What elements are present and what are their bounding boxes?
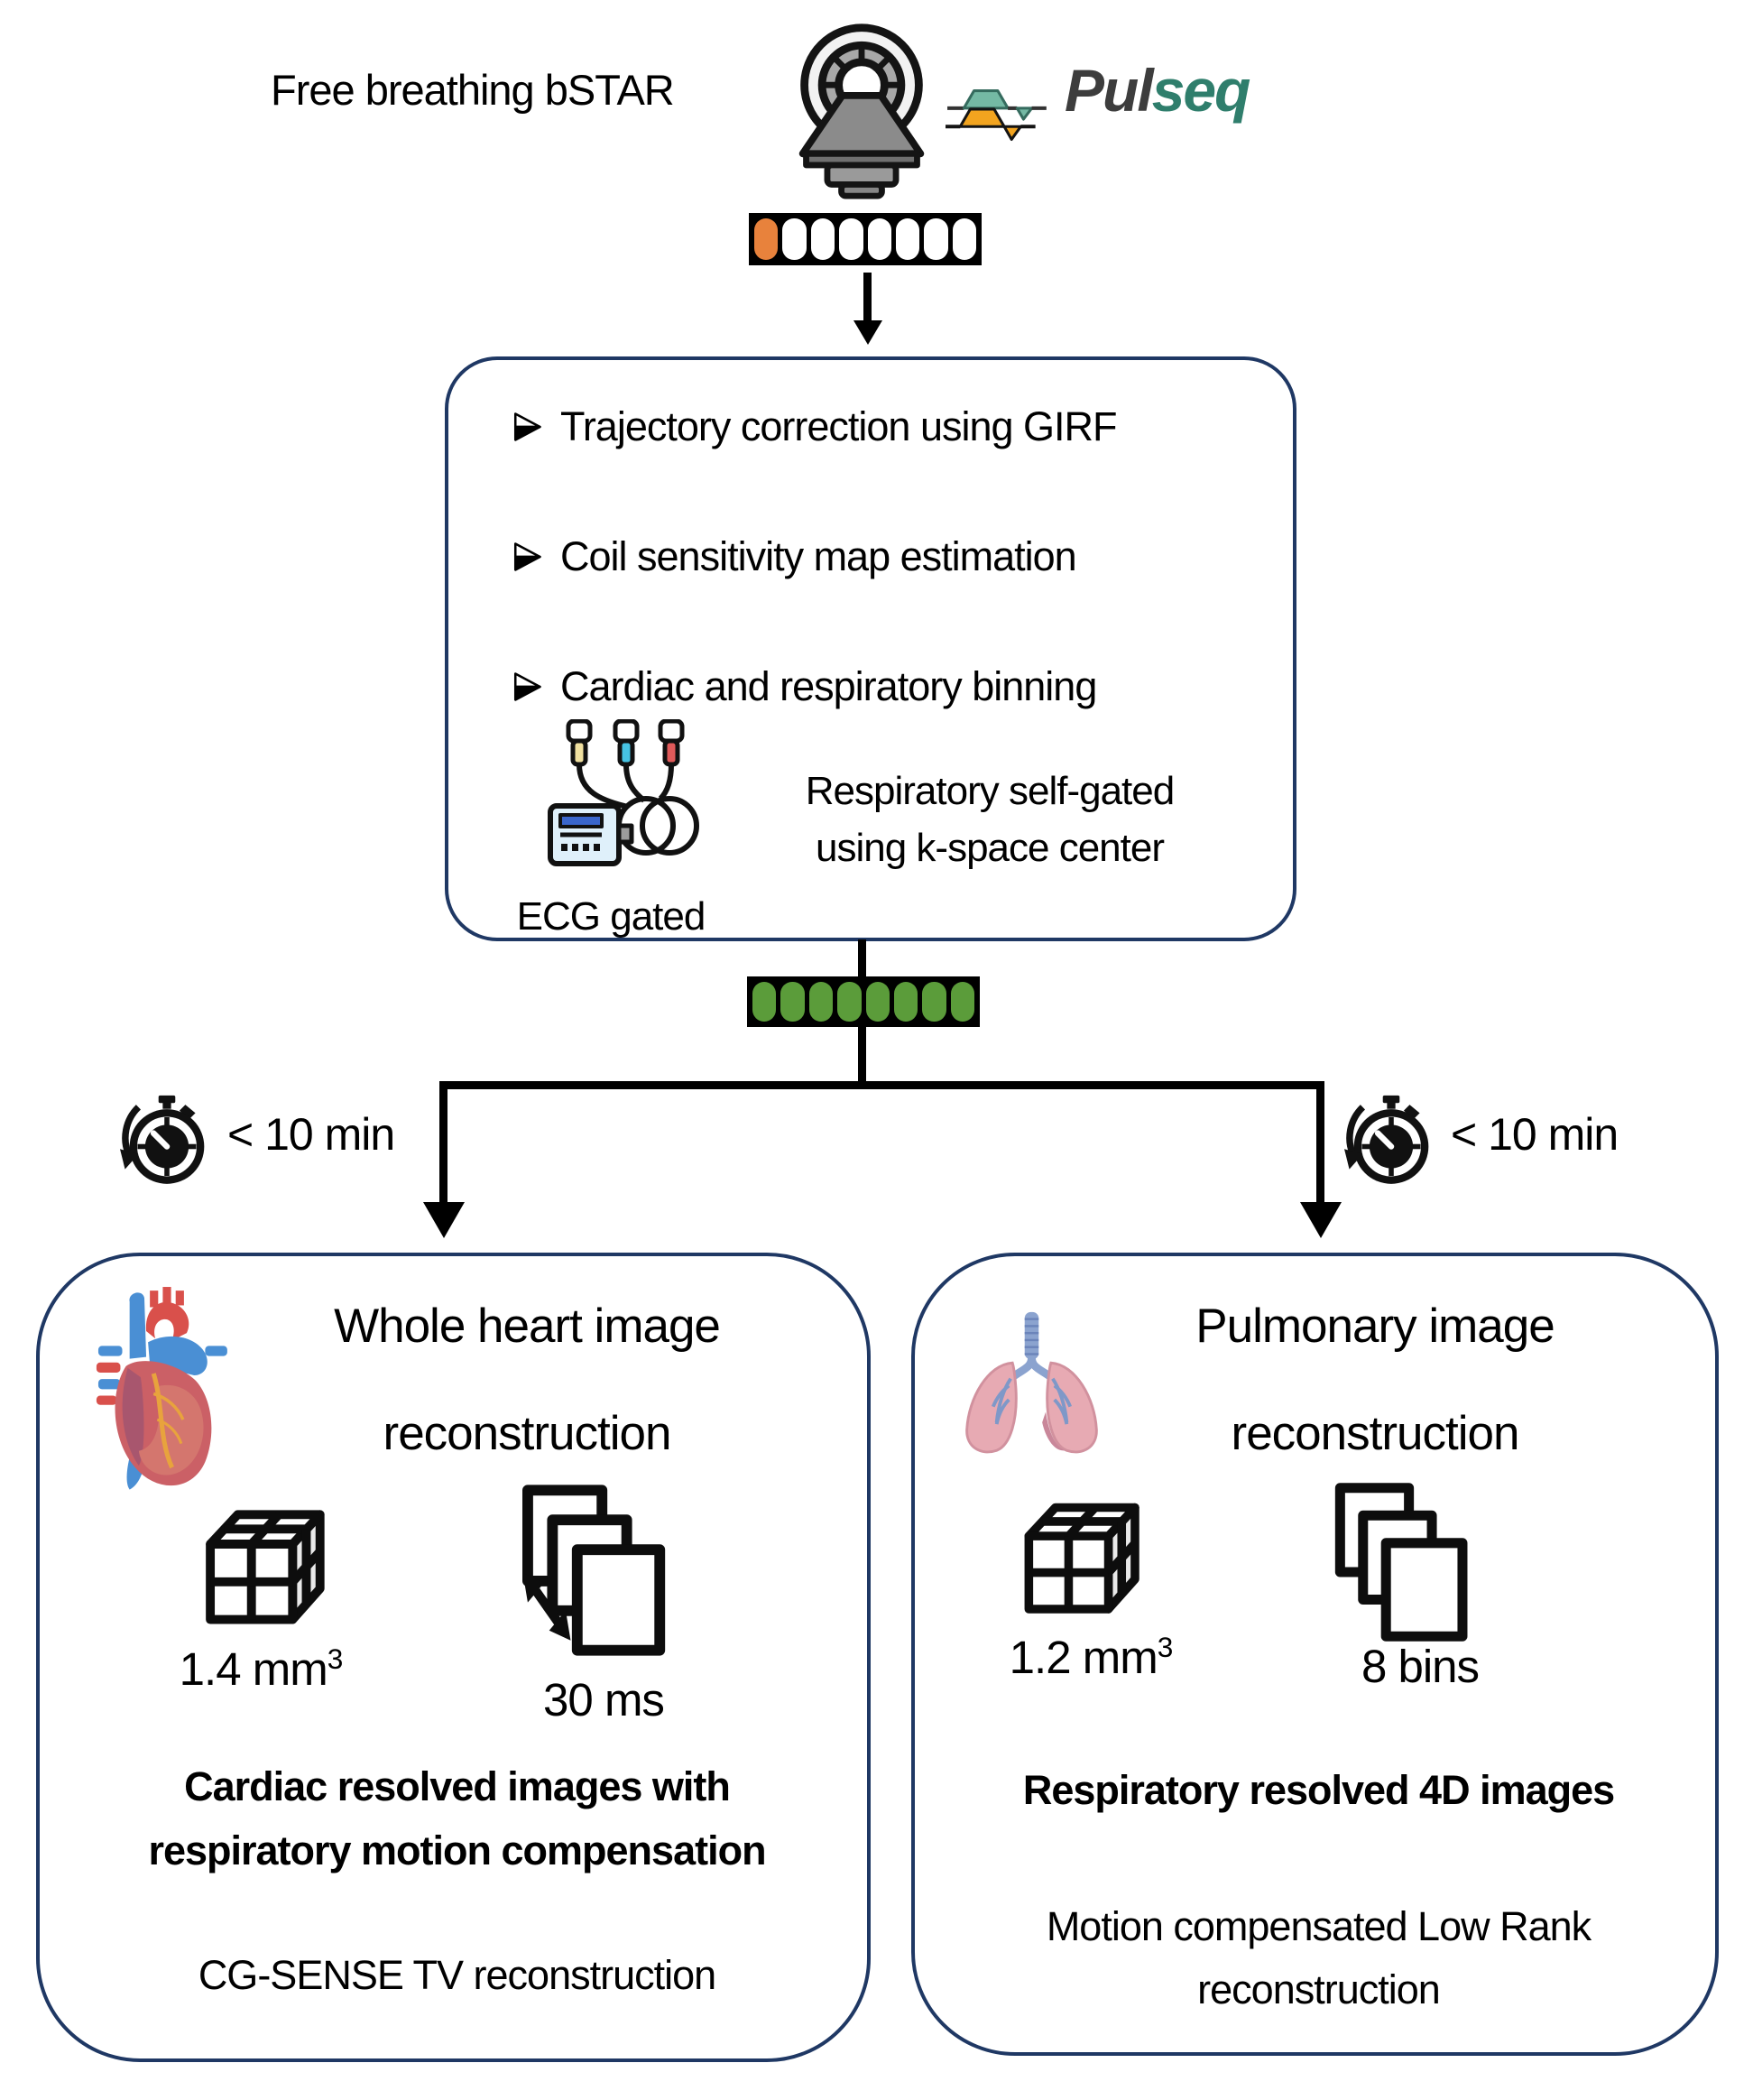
bullet-text: Cardiac and respiratory binning (560, 663, 1097, 709)
figure-title: Free breathing bSTAR (271, 66, 674, 114)
cardiac-result-text (85, 1754, 829, 1883)
bar-segment (839, 218, 863, 260)
voxel-size-exponent: 3 (327, 1642, 343, 1675)
timer-label-right: < 10 min (1451, 1109, 1619, 1160)
arrowhead-bullet-icon (512, 671, 542, 702)
flow-arrow-to-cardiac (439, 1081, 447, 1202)
bar-segment (896, 218, 919, 260)
bullet-item (512, 663, 1096, 710)
bar-segment (868, 218, 891, 260)
voxel-size-exponent: 3 (1157, 1631, 1173, 1663)
pulmonary-method-line1: Motion compensated Low Rank (1046, 1903, 1592, 1949)
pulmonary-title-line2: reconstruction (1231, 1407, 1519, 1460)
bullet-text: Coil sensitivity map estimation (560, 533, 1076, 579)
pulmonary-title-line1: Pulmonary image (1195, 1300, 1555, 1353)
bins-frames-icon (1325, 1482, 1479, 1642)
bar-segment (837, 982, 861, 1022)
ecg-caption: ECG gated (516, 894, 706, 939)
bar-segment (894, 982, 918, 1022)
bullet-item (512, 403, 1117, 450)
pulseq-text-teal: seq (1151, 57, 1250, 124)
pulmonary-box (911, 1253, 1719, 2056)
cardiac-method-text: CG-SENSE TV reconstruction (198, 1952, 716, 1998)
binned-segments-bar (747, 976, 980, 1027)
cardiac-title-line2: reconstruction (383, 1407, 671, 1460)
respiratory-self-gated-note (683, 763, 1296, 876)
pulmonary-title (1068, 1272, 1682, 1487)
bins-count-label: 8 bins (1361, 1641, 1480, 1692)
flow-arrow-to-pulmonary (1316, 1081, 1324, 1202)
voxel-size-label (942, 1631, 1240, 1684)
cardiac-title-line1: Whole heart image (334, 1300, 720, 1353)
mri-scanner-icon (794, 20, 929, 200)
stopwatch-icon (1344, 1094, 1438, 1188)
cardiac-result-line1: Cardiac resolved images with (184, 1763, 730, 1809)
pulmonary-method-line2: reconstruction (1197, 1966, 1440, 2012)
bar-segment (951, 982, 974, 1022)
connector-horizontal (439, 1081, 1324, 1089)
timer-label-left: < 10 min (227, 1109, 395, 1160)
acquisition-segments-bar (749, 213, 982, 265)
bar-segment (782, 218, 806, 260)
bar-segment (922, 982, 946, 1022)
respiratory-note-line1: Respiratory self-gated (805, 769, 1175, 813)
pulmonary-result-text (946, 1758, 1691, 1822)
voxel-size-label (107, 1642, 414, 1696)
respiratory-note-line2: using k-space center (816, 826, 1164, 870)
temporal-frames-icon (513, 1484, 676, 1657)
whole-heart-box (36, 1253, 871, 2062)
voxel-size-value: 1.4 mm (179, 1643, 328, 1695)
bar-segment (754, 218, 778, 260)
bar-segment (811, 218, 835, 260)
pulseq-text-dark: Pul (1065, 57, 1152, 124)
bar-segment (924, 218, 947, 260)
arrowhead-bullet-icon (512, 412, 542, 442)
stopwatch-icon (120, 1094, 214, 1188)
voxel-cube-icon (1019, 1486, 1158, 1619)
bar-segment (752, 982, 776, 1022)
cardiac-title (202, 1272, 852, 1487)
cardiac-result-line2: respiratory motion compensation (148, 1827, 766, 1873)
bar-segment (866, 982, 890, 1022)
bar-segment (809, 982, 833, 1022)
flow-arrow-to-processing (863, 273, 872, 320)
pulmonary-method-text (946, 1895, 1691, 2021)
pulmonary-result-line1: Respiratory resolved 4D images (1022, 1767, 1615, 1813)
pulseq-waveform-icon (946, 85, 1056, 143)
bullet-item (512, 533, 1076, 580)
pulseq-logo (946, 56, 1288, 164)
voxel-size-value: 1.2 mm (1009, 1632, 1158, 1683)
pulseq-logo-text (1065, 56, 1249, 125)
bar-segment (953, 218, 976, 260)
voxel-cube-icon (198, 1493, 346, 1630)
bullet-text: Trajectory correction using GIRF (560, 403, 1117, 449)
temporal-resolution-label: 30 ms (543, 1674, 664, 1725)
arrowhead-bullet-icon (512, 541, 542, 572)
processing-box (445, 356, 1296, 941)
bar-segment (780, 982, 804, 1022)
